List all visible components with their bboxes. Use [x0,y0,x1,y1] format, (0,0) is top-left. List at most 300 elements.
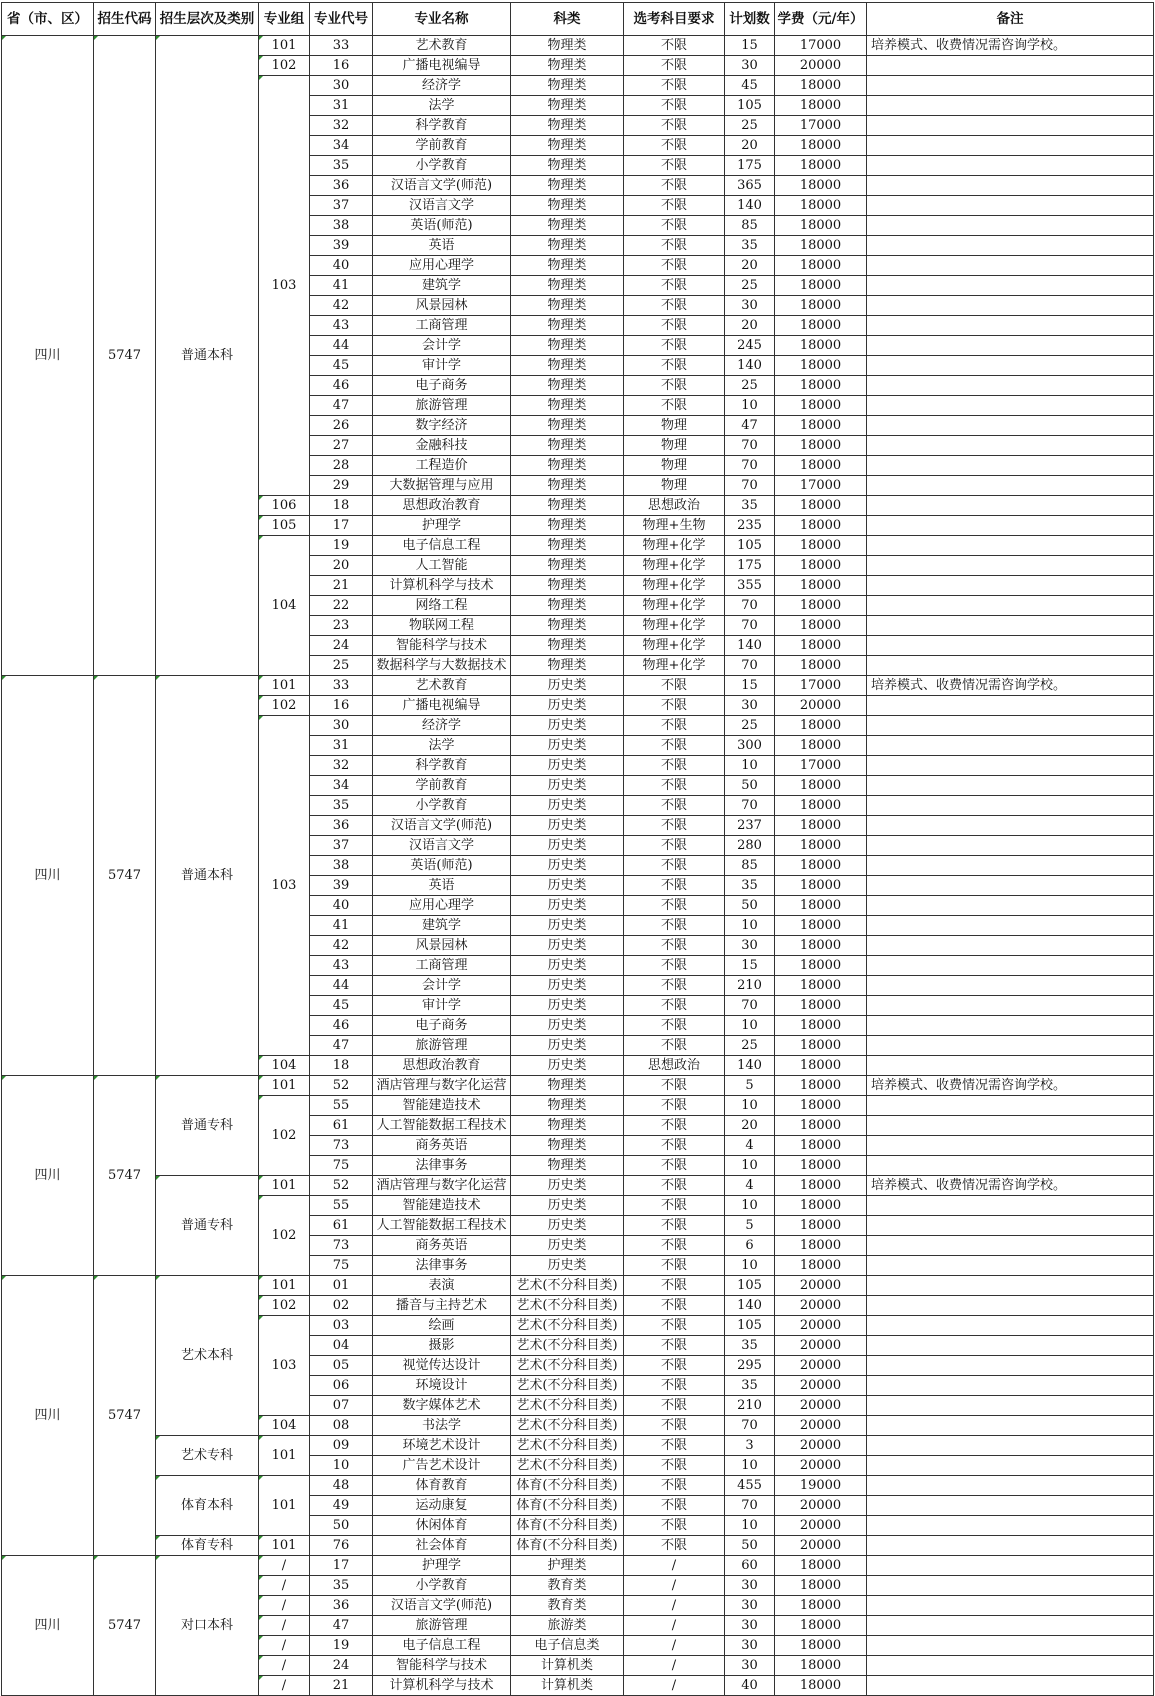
category-cell: 历史类 [511,956,624,976]
tuition-cell: 18000 [775,1556,867,1576]
major-name-cell: 应用心理学 [373,896,511,916]
category-cell: 物理类 [511,636,624,656]
major-code-cell: 44 [310,976,373,996]
category-cell: 教育类 [511,1576,624,1596]
group-cell: 105 [259,516,310,536]
major-code-cell: 43 [310,316,373,336]
group-cell: 106 [259,496,310,516]
subject-req-cell: 不限 [624,1336,725,1356]
major-name-cell: 物联网工程 [373,616,511,636]
major-code-cell: 48 [310,1476,373,1496]
subject-req-cell: 不限 [624,716,725,736]
header-tuition: 学费（元/年） [775,3,867,36]
subject-req-cell: 物理 [624,436,725,456]
table-row [2,36,1154,56]
major-name-cell: 汉语言文学(师范) [373,1596,511,1616]
category-cell: 历史类 [511,936,624,956]
school-code-cell: 5747 [94,1076,156,1276]
major-name-cell: 智能科学与技术 [373,1656,511,1676]
plan-count-cell: 15 [725,36,775,56]
note-cell [867,116,1154,136]
major-code-cell: 17 [310,1556,373,1576]
category-cell: 艺术(不分科目类) [511,1436,624,1456]
header-province: 省（市、区） [2,3,94,36]
subject-req-cell: 不限 [624,196,725,216]
tuition-cell: 18000 [775,1176,867,1196]
major-code-cell: 32 [310,116,373,136]
category-cell: 物理类 [511,416,624,436]
major-name-cell: 视觉传达设计 [373,1356,511,1376]
category-cell: 历史类 [511,796,624,816]
note-cell [867,1356,1154,1376]
plan-count-cell: 25 [725,116,775,136]
major-code-cell: 37 [310,836,373,856]
subject-req-cell: 物理+化学 [624,656,725,676]
major-code-cell: 27 [310,436,373,456]
category-cell: 物理类 [511,36,624,56]
header-note: 备注 [867,3,1154,36]
major-name-cell: 数字经济 [373,416,511,436]
subject-req-cell: 不限 [624,136,725,156]
subject-req-cell: 不限 [624,976,725,996]
major-name-cell: 绘画 [373,1316,511,1336]
tuition-cell: 20000 [775,1516,867,1536]
category-cell: 物理类 [511,396,624,416]
plan-count-cell: 140 [725,1296,775,1316]
major-name-cell: 会计学 [373,336,511,356]
level-cell: 体育专科 [156,1536,259,1556]
tuition-cell: 18000 [775,396,867,416]
note-cell [867,1536,1154,1556]
major-code-cell: 08 [310,1416,373,1436]
table-row [2,1476,1154,1496]
note-cell [867,616,1154,636]
category-cell: 物理类 [511,516,624,536]
major-code-cell: 36 [310,176,373,196]
subject-req-cell: 不限 [624,836,725,856]
tuition-cell: 18000 [775,296,867,316]
major-code-cell: 33 [310,676,373,696]
subject-req-cell: 物理 [624,476,725,496]
subject-req-cell: 不限 [624,1016,725,1036]
group-cell: 104 [259,1056,310,1076]
major-code-cell: 46 [310,1016,373,1036]
subject-req-cell: 不限 [624,1496,725,1516]
plan-count-cell: 455 [725,1476,775,1496]
category-cell: 物理类 [511,136,624,156]
tuition-cell: 18000 [775,1596,867,1616]
major-name-cell: 汉语言文学 [373,196,511,216]
major-name-cell: 广告艺术设计 [373,1456,511,1476]
major-name-cell: 人工智能数据工程技术 [373,1216,511,1236]
note-cell [867,776,1154,796]
tuition-cell: 20000 [775,56,867,76]
subject-req-cell: / [624,1676,725,1696]
note-cell [867,1616,1154,1636]
note-cell [867,896,1154,916]
tuition-cell: 18000 [775,336,867,356]
tuition-cell: 18000 [775,876,867,896]
tuition-cell: 18000 [775,1216,867,1236]
major-name-cell: 护理学 [373,1556,511,1576]
tuition-cell: 18000 [775,916,867,936]
subject-req-cell: 不限 [624,1196,725,1216]
major-name-cell: 护理学 [373,516,511,536]
header-row [2,3,1154,36]
category-cell: 物理类 [511,1116,624,1136]
major-code-cell: 45 [310,356,373,376]
major-name-cell: 应用心理学 [373,256,511,276]
note-cell [867,1516,1154,1536]
major-name-cell: 人工智能数据工程技术 [373,1116,511,1136]
subject-req-cell: 物理 [624,456,725,476]
major-code-cell: 61 [310,1116,373,1136]
note-cell [867,236,1154,256]
major-code-cell: 39 [310,236,373,256]
tuition-cell: 18000 [775,1116,867,1136]
note-cell [867,1216,1154,1236]
major-name-cell: 审计学 [373,996,511,1016]
plan-count-cell: 50 [725,896,775,916]
note-cell [867,176,1154,196]
category-cell: 物理类 [511,216,624,236]
subject-req-cell: 不限 [624,1076,725,1096]
plan-count-cell: 300 [725,736,775,756]
tuition-cell: 18000 [775,1656,867,1676]
note-cell [867,936,1154,956]
plan-count-cell: 70 [725,436,775,456]
major-name-cell: 智能建造技术 [373,1096,511,1116]
tuition-cell: 20000 [775,1316,867,1336]
level-cell: 艺术本科 [156,1276,259,1436]
group-cell: / [259,1676,310,1696]
subject-req-cell: 物理+化学 [624,576,725,596]
plan-count-cell: 70 [725,1496,775,1516]
note-cell [867,556,1154,576]
major-code-cell: 23 [310,616,373,636]
major-name-cell: 商务英语 [373,1236,511,1256]
category-cell: 物理类 [511,496,624,516]
group-cell: 101 [259,1436,310,1476]
plan-count-cell: 40 [725,1676,775,1696]
group-cell: 101 [259,676,310,696]
major-code-cell: 04 [310,1336,373,1356]
major-name-cell: 英语(师范) [373,216,511,236]
plan-count-cell: 30 [725,56,775,76]
category-cell: 计算机类 [511,1676,624,1696]
tuition-cell: 18000 [775,436,867,456]
note-cell [867,1436,1154,1456]
note-cell [867,956,1154,976]
category-cell: 物理类 [511,656,624,676]
tuition-cell: 18000 [775,616,867,636]
major-name-cell: 学前教育 [373,776,511,796]
major-name-cell: 广播电视编导 [373,696,511,716]
level-cell: 普通专科 [156,1076,259,1176]
plan-count-cell: 295 [725,1356,775,1376]
subject-req-cell: 不限 [624,1116,725,1136]
category-cell: 物理类 [511,96,624,116]
category-cell: 历史类 [511,916,624,936]
subject-req-cell: 不限 [624,1236,725,1256]
major-name-cell: 旅游管理 [373,396,511,416]
major-code-cell: 45 [310,996,373,1016]
subject-req-cell: 不限 [624,1176,725,1196]
plan-count-cell: 245 [725,336,775,356]
major-name-cell: 风景园林 [373,936,511,956]
subject-req-cell: 不限 [624,1376,725,1396]
category-cell: 历史类 [511,696,624,716]
category-cell: 历史类 [511,716,624,736]
major-code-cell: 07 [310,1396,373,1416]
header-level: 招生层次及类别 [156,3,259,36]
note-cell [867,536,1154,556]
subject-req-cell: 不限 [624,276,725,296]
plan-count-cell: 355 [725,576,775,596]
note-cell [867,1296,1154,1316]
subject-req-cell: 不限 [624,1456,725,1476]
major-name-cell: 大数据管理与应用 [373,476,511,496]
plan-count-cell: 10 [725,396,775,416]
major-name-cell: 小学教育 [373,796,511,816]
major-code-cell: 21 [310,576,373,596]
note-cell [867,1656,1154,1676]
note-cell [867,516,1154,536]
tuition-cell: 18000 [775,256,867,276]
category-cell: 艺术(不分科目类) [511,1376,624,1396]
major-name-cell: 网络工程 [373,596,511,616]
major-name-cell: 电子信息工程 [373,536,511,556]
major-code-cell: 20 [310,556,373,576]
tuition-cell: 18000 [775,276,867,296]
major-name-cell: 电子商务 [373,376,511,396]
note-cell [867,196,1154,216]
plan-count-cell: 35 [725,496,775,516]
plan-count-cell: 25 [725,1036,775,1056]
plan-count-cell: 85 [725,216,775,236]
plan-count-cell: 4 [725,1176,775,1196]
major-name-cell: 建筑学 [373,916,511,936]
category-cell: 历史类 [511,996,624,1016]
group-cell: 104 [259,536,310,676]
major-name-cell: 摄影 [373,1336,511,1356]
subject-req-cell: 不限 [624,336,725,356]
major-name-cell: 审计学 [373,356,511,376]
major-code-cell: 61 [310,1216,373,1236]
plan-count-cell: 35 [725,236,775,256]
major-code-cell: 39 [310,876,373,896]
plan-count-cell: 30 [725,296,775,316]
tuition-cell: 18000 [775,156,867,176]
group-cell: 103 [259,1316,310,1416]
level-cell: 普通本科 [156,36,259,676]
table-row [2,1536,1154,1556]
plan-count-cell: 70 [725,456,775,476]
plan-count-cell: 15 [725,676,775,696]
note-cell [867,436,1154,456]
level-cell: 对口本科 [156,1556,259,1696]
subject-req-cell: 不限 [624,56,725,76]
major-name-cell: 法学 [373,736,511,756]
category-cell: 历史类 [511,676,624,696]
tuition-cell: 18000 [775,516,867,536]
major-name-cell: 英语 [373,236,511,256]
tuition-cell: 18000 [775,896,867,916]
major-code-cell: 41 [310,276,373,296]
note-cell [867,916,1154,936]
tuition-cell: 18000 [775,196,867,216]
note-cell [867,656,1154,676]
plan-count-cell: 140 [725,1056,775,1076]
subject-req-cell: 物理+化学 [624,616,725,636]
tuition-cell: 18000 [775,776,867,796]
plan-count-cell: 140 [725,196,775,216]
plan-count-cell: 5 [725,1216,775,1236]
subject-req-cell: 不限 [624,1396,725,1416]
header-group: 专业组 [259,3,310,36]
subject-req-cell: 不限 [624,696,725,716]
plan-count-cell: 6 [725,1236,775,1256]
subject-req-cell: 不限 [624,356,725,376]
subject-req-cell: 不限 [624,1436,725,1456]
category-cell: 体育(不分科目类) [511,1516,624,1536]
level-cell: 艺术专科 [156,1436,259,1476]
plan-count-cell: 70 [725,796,775,816]
note-cell [867,756,1154,776]
subject-req-cell: 不限 [624,1316,725,1336]
province-cell: 四川 [2,1276,94,1556]
plan-count-cell: 140 [725,636,775,656]
tuition-cell: 20000 [775,1296,867,1316]
note-cell [867,156,1154,176]
tuition-cell: 18000 [775,1636,867,1656]
plan-count-cell: 70 [725,1416,775,1436]
note-cell [867,1136,1154,1156]
category-cell: 物理类 [511,616,624,636]
major-name-cell: 计算机科学与技术 [373,1676,511,1696]
tuition-cell: 18000 [775,716,867,736]
major-name-cell: 经济学 [373,716,511,736]
category-cell: 历史类 [511,1196,624,1216]
note-cell [867,96,1154,116]
note-cell: 培养模式、收费情况需咨询学校。 [867,676,1154,696]
major-name-cell: 环境设计 [373,1376,511,1396]
level-cell: 体育本科 [156,1476,259,1536]
table-row [2,1556,1154,1576]
note-cell [867,316,1154,336]
tuition-cell: 17000 [775,676,867,696]
note-cell [867,996,1154,1016]
note-cell [867,356,1154,376]
major-name-cell: 表演 [373,1276,511,1296]
tuition-cell: 17000 [775,36,867,56]
major-code-cell: 42 [310,296,373,316]
plan-count-cell: 10 [725,1516,775,1536]
major-code-cell: 75 [310,1156,373,1176]
tuition-cell: 17000 [775,476,867,496]
category-cell: 历史类 [511,816,624,836]
plan-count-cell: 50 [725,1536,775,1556]
category-cell: 物理类 [511,116,624,136]
group-cell: / [259,1616,310,1636]
subject-req-cell: 不限 [624,876,725,896]
plan-count-cell: 35 [725,1336,775,1356]
major-code-cell: 02 [310,1296,373,1316]
category-cell: 旅游类 [511,1616,624,1636]
major-name-cell: 工程造价 [373,456,511,476]
note-cell: 培养模式、收费情况需咨询学校。 [867,1076,1154,1096]
subject-req-cell: 不限 [624,796,725,816]
major-code-cell: 30 [310,716,373,736]
plan-count-cell: 140 [725,356,775,376]
major-code-cell: 73 [310,1136,373,1156]
plan-count-cell: 10 [725,916,775,936]
category-cell: 教育类 [511,1596,624,1616]
major-code-cell: 33 [310,36,373,56]
note-cell [867,1336,1154,1356]
tuition-cell: 18000 [775,1036,867,1056]
note-cell [867,1396,1154,1416]
note-cell [867,1676,1154,1696]
province-cell: 四川 [2,36,94,676]
table-row [2,1076,1154,1096]
group-cell: 102 [259,1096,310,1176]
category-cell: 电子信息类 [511,1636,624,1656]
province-cell: 四川 [2,1556,94,1696]
major-code-cell: 38 [310,856,373,876]
category-cell: 物理类 [511,1096,624,1116]
major-code-cell: 24 [310,636,373,656]
subject-req-cell: 不限 [624,296,725,316]
major-code-cell: 47 [310,1036,373,1056]
tuition-cell: 18000 [775,176,867,196]
plan-count-cell: 45 [725,76,775,96]
major-code-cell: 32 [310,756,373,776]
header-category: 科类 [511,3,624,36]
major-name-cell: 科学教育 [373,116,511,136]
plan-count-cell: 35 [725,876,775,896]
plan-count-cell: 20 [725,316,775,336]
tuition-cell: 18000 [775,536,867,556]
school-code-cell: 5747 [94,36,156,676]
category-cell: 历史类 [511,1216,624,1236]
tuition-cell: 17000 [775,116,867,136]
subject-req-cell: / [624,1616,725,1636]
note-cell [867,1276,1154,1296]
plan-count-cell: 10 [725,756,775,776]
category-cell: 物理类 [511,456,624,476]
category-cell: 物理类 [511,1156,624,1176]
major-name-cell: 电子信息工程 [373,1636,511,1656]
major-code-cell: 19 [310,536,373,556]
major-code-cell: 16 [310,56,373,76]
tuition-cell: 18000 [775,96,867,116]
subject-req-cell: 不限 [624,1256,725,1276]
tuition-cell: 18000 [775,556,867,576]
group-cell: 102 [259,56,310,76]
tuition-cell: 20000 [775,1356,867,1376]
group-cell: 102 [259,1296,310,1316]
subject-req-cell: 不限 [624,736,725,756]
major-code-cell: 36 [310,1596,373,1616]
tuition-cell: 18000 [775,1576,867,1596]
subject-req-cell: 不限 [624,856,725,876]
subject-req-cell: 不限 [624,816,725,836]
major-name-cell: 法律事务 [373,1256,511,1276]
group-cell: 101 [259,36,310,56]
note-cell [867,1456,1154,1476]
note-cell [867,1116,1154,1136]
